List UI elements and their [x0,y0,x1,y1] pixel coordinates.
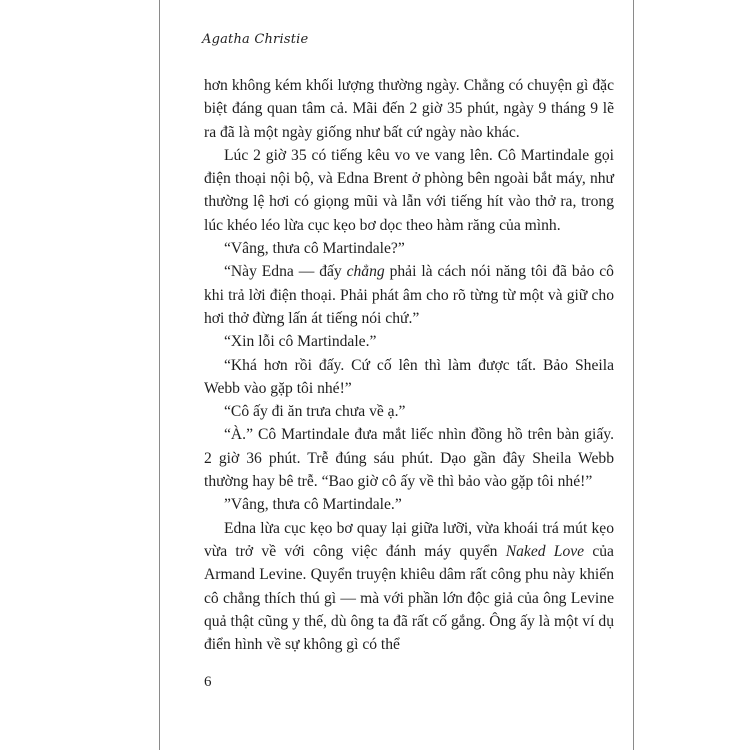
paragraph-text: ”Vâng, thưa cô Martindale.” [224,496,402,514]
paragraph [204,144,614,237]
emphasis-text: Naked Love [505,542,585,560]
paragraph-text: “Xin lỗi cô Martindale.” [224,333,377,351]
paragraph-text: “Khá hơn rồi đấy. Cứ cố lên thì làm được tất. Bảo Sheila Webb vào gặp tôi nhé!” [204,356,614,397]
paragraph-text: Edna lừa cục kẹo bơ quay lại giữa lưỡi, vừa khoái trá mút kẹo vừa trở về với công việc đánh máy quyển [204,519,614,560]
paragraph [204,330,614,353]
paragraph-text: “Vâng, thưa cô Martindale?” [224,240,405,258]
body-text [204,74,614,656]
paragraph-text: “Này Edna — đấy [224,263,347,281]
paragraph [204,517,614,657]
paragraph-text: “À.” Cô Martindale đưa mắt liếc nhìn đồng hồ trên bàn giấy. 2 giờ 36 phút. Trễ đúng sáu phút. Dạo gần đây Sheila Webb thường hay bê trễ. “Bao giờ cô ấy về thì bảo vào gặp tôi nhé!” [204,426,614,491]
author-signature: Agatha Christie [202,32,309,47]
paragraph-text: Lúc 2 giờ 35 có tiếng kêu vo ve vang lên. Cô Martindale gọi điện thoại nội bộ, và Edna Brent ở phòng bên ngoài bắt máy, như thường lệ hơi có giọng mũi và lẫn với tiếng hít vào thở ra, trong lúc khéo léo lừa cục kẹo bơ dọc theo hàm răng của mình. [204,146,614,234]
book-page [159,0,634,750]
emphasis-text: chẳng [346,263,385,281]
paragraph [204,423,614,493]
paragraph-text: phải là cách nói năng tôi đã bảo cô khi trả lời điện thoại. Phải phát âm cho rõ từng từ một và giữ cho hơi thở đừng lấn át tiếng nói chứ.” [204,263,614,327]
paragraph [204,237,614,260]
paragraph [204,260,614,330]
paragraph [204,493,614,516]
page-number: 6 [204,674,212,690]
paragraph [204,354,614,401]
paragraph [204,400,614,423]
paragraph-text: của Armand Levine. Quyển truyện khiêu dâm rất công phu này khiến cô chẳng thích thú gì — mà với phần lớn độc giả của ông Levine quả thật cũng y thế, dù ông ta đã rất cố gắng. Ông ấy là một ví dụ điển hình về sự không gì có thể [204,542,614,654]
paragraph-text: “Cô ấy đi ăn trưa chưa về ạ.” [224,403,406,421]
paragraph-text: hơn không kém khối lượng thường ngày. Chẳng có chuyện gì đặc biệt đáng quan tâm cả. Mãi đến 2 giờ 35 phút, ngày 9 tháng 9 lẽ ra đã là một ngày giống như bất cứ ngày nào khác. [204,77,614,141]
paragraph [204,74,614,144]
